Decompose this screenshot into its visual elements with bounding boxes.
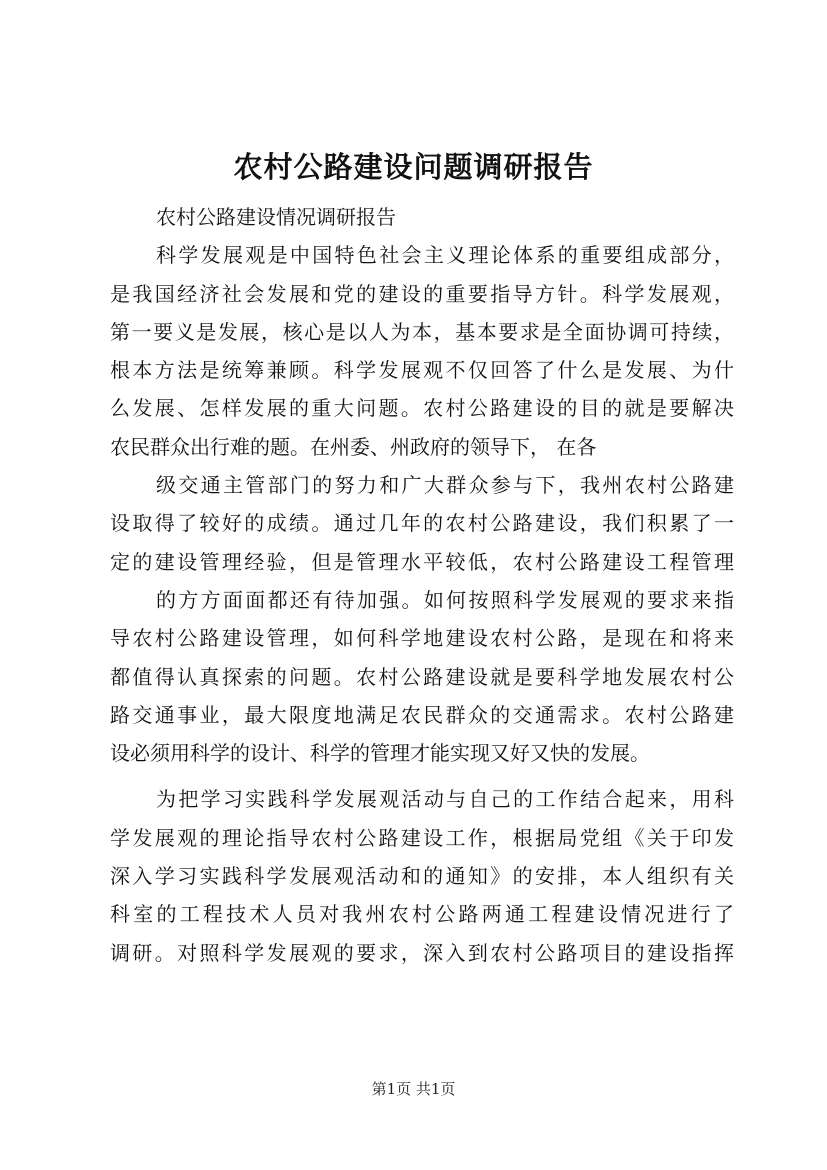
text-line: 农民群众出行难的题。在州委、州政府的领导下， 在各 xyxy=(110,434,597,459)
text-line: 农村公路建设情况调研报告 xyxy=(156,205,396,229)
document-body xyxy=(110,198,734,972)
text-line: 科学发展观是中国特色社会主义理论体系的重要组成部分， xyxy=(156,243,734,268)
text-line: 根本方法是统筹兼顾。科学发展观不仅回答了什么是发展、为什 xyxy=(110,358,734,383)
text-line: 学发展观的理论指导农村公路建设工作，根据局党组《关于印发 xyxy=(110,825,734,850)
text-line: 导农村公路建设管理，如何科学地建设农村公路，是现在和将来 xyxy=(110,626,734,651)
text-line: 设取得了较好的成绩。通过几年的农村公路建设，我们积累了一 xyxy=(110,511,734,536)
text-line: 科室的工程技术人员对我州农村公路两通工程建设情况进行了 xyxy=(110,902,734,927)
text-line: 深入学习实践科学发展观活动和的通知》的安排，本人组织有关 xyxy=(110,864,734,889)
text-line: 调研。对照科学发展观的要求，深入到农村公路项目的建设指挥 xyxy=(110,940,734,965)
text-line: 第一要义是发展，核心是以人为本，基本要求是全面协调可持续， xyxy=(110,319,734,344)
text-line: 都值得认真探索的问题。农村公路建设就是要科学地发展农村公 xyxy=(110,664,734,689)
page-number-footer: 第1页 共1页 xyxy=(371,1080,456,1098)
text-line: 么发展、怎样发展的重大问题。农村公路建设的目的就是要解决 xyxy=(110,396,734,421)
text-line: 设必须用科学的设计、科学的管理才能实现又好又快的发展。 xyxy=(110,741,650,766)
document-title: 农村公路建设问题调研报告 xyxy=(233,150,594,184)
text-line: 定的建设管理经验，但是管理水平较低，农村公路建设工程管理 xyxy=(110,549,734,574)
text-line: 是我国经济社会发展和党的建设的重要指导方针。科学发展观， xyxy=(110,281,734,306)
text-line: 级交通主管部门的努力和广大群众参与下，我州农村公路建 xyxy=(156,473,734,498)
text-line: 为把学习实践科学发展观活动与自己的工作结合起来，用科 xyxy=(156,787,734,812)
text-line: 路交通事业，最大限度地满足农民群众的交通需求。农村公路建 xyxy=(110,702,734,727)
text-line: 的方方面面都还有待加强。如何按照科学发展观的要求来指 xyxy=(156,587,734,612)
